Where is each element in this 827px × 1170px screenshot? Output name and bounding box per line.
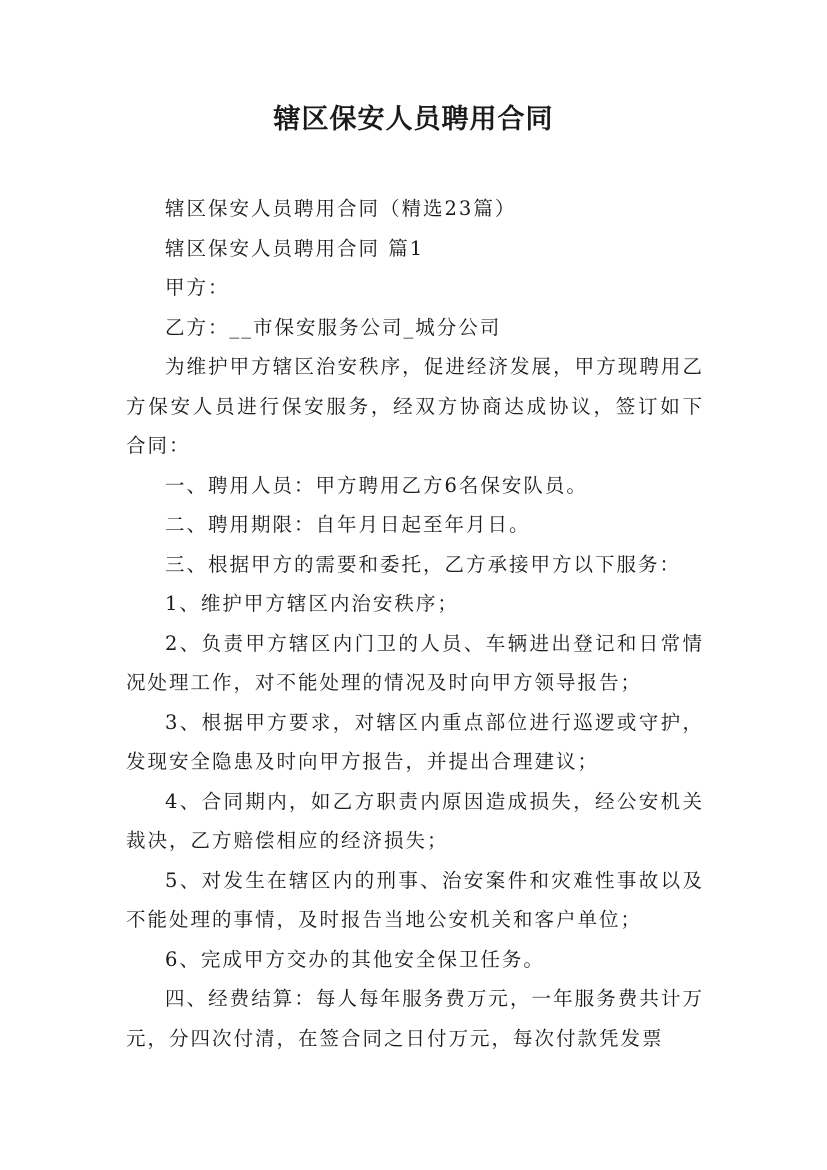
paragraph-item-1: 1、维护甲方辖区内治安秩序；: [165, 592, 459, 615]
paragraph-clause-4: 四、经费结算：每人每年服务费万元，一年服务费共计万元，分四次付清，在签合同之日付万元，每次付款凭发票: [126, 987, 704, 1050]
document-title: 辖区保安人员聘用合同: [273, 104, 554, 135]
paragraph-party-a: 甲方：: [165, 276, 230, 299]
paragraph-section-heading: 辖区保安人员聘用合同 篇1: [165, 236, 425, 260]
paragraph-item-3: 3、根据甲方要求，对辖区内重点部位进行巡逻或守护，发现安全隐患及时向甲方报告，并提出合理建议；: [126, 710, 704, 773]
paragraph-item-2: 2、负责甲方辖区内门卫的人员、车辆进出登记和日常情况处理工作，对不能处理的情况及时向甲方领导报告；: [126, 631, 704, 694]
paragraph-item-6: 6、完成甲方交办的其他安全保卫任务。: [165, 947, 545, 971]
paragraph-clause-3: 三、根据甲方的需要和委托，乙方承接甲方以下服务：: [165, 552, 682, 576]
paragraph-party-b: 乙方：__市保安服务公司_城分公司: [165, 315, 502, 339]
paragraph-item-4: 4、合同期内，如乙方职责内原因造成损失，经公安机关裁决，乙方赔偿相应的经济损失；: [126, 789, 704, 852]
paragraph-clause-2: 二、聘用期限：自年月日起至年月日。: [165, 513, 531, 536]
document-body: [126, 189, 704, 1058]
paragraph-preamble: 为维护甲方辖区治安秩序，促进经济发展，甲方现聘用乙方保安人员进行保安服务，经双方协商达成协议，签订如下合同：: [126, 355, 704, 457]
paragraph-item-5: 5、对发生在辖区内的刑事、治安案件和灾难性事故以及不能处理的事情，及时报告当地公安机关和客户单位；: [126, 868, 704, 931]
paragraph-clause-1: 一、聘用人员：甲方聘用乙方6名保安队员。: [165, 473, 588, 497]
paragraph-collection-title: 辖区保安人员聘用合同（精选23篇）: [165, 197, 517, 220]
